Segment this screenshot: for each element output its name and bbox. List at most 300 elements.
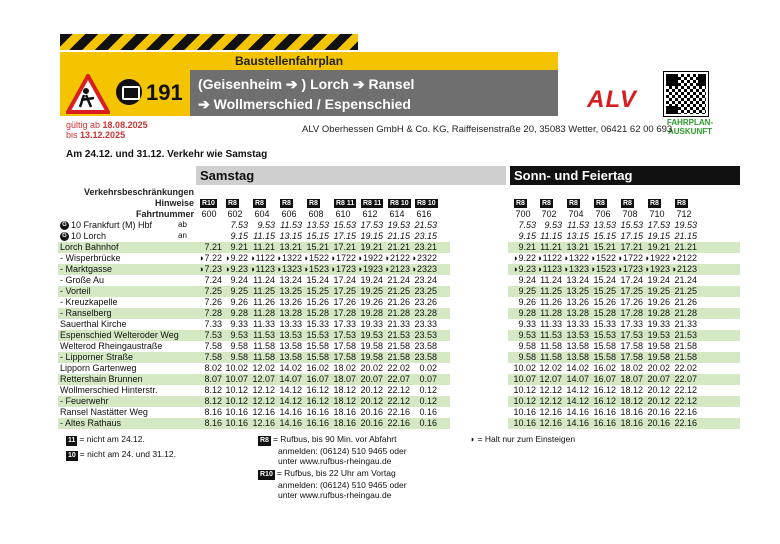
time-cell: 17.26 [620,297,643,307]
time-cell: 10.12 [513,396,536,406]
time-cell: 8.02 [204,363,222,373]
time-cell: 20.12 [360,385,383,395]
time-cell: 11.15 [540,231,562,241]
trip-number: 710 [649,209,665,219]
restriction-badge: R8 [282,200,291,207]
time-cell: 9.58 [230,341,248,351]
time-cell: 17.25 [620,286,643,296]
time-cell: 7.58 [204,341,222,351]
time-cell: ◗1122 [250,253,275,263]
time-cell: 8.12 [204,396,222,406]
time-cell: 18.07 [620,374,643,384]
time-cell: 23.21 [414,242,437,252]
time-cell: ◗1523 [303,264,329,274]
table-row [58,385,740,396]
arrival-departure-marker: an [178,231,187,240]
time-cell: 18.16 [333,418,356,428]
time-cell: 14.12 [566,385,589,395]
time-cell: 10.02 [225,363,248,373]
time-cell: 17.58 [620,341,643,351]
restriction-badge: R8 10 [417,200,436,207]
time-cell: 19.53 [674,220,697,230]
stop-name: - Vorteil [60,286,91,296]
time-cell: 18.02 [333,363,356,373]
time-cell: 23.26 [414,297,437,307]
time-cell: ◗1123 [250,264,275,274]
time-cell: 19.53 [647,330,670,340]
trip-number: 604 [254,209,270,219]
time-cell: 13.21 [279,242,302,252]
time-cell: 9.15 [518,231,536,241]
time-cell: 9.53 [257,220,275,230]
time-cell: ◗1322 [276,253,302,263]
time-cell: ◗1722 [330,253,356,263]
time-cell: 16.02 [306,363,329,373]
time-cell: 7.33 [204,319,222,329]
time-cell: 9.58 [230,352,248,362]
time-cell: 9.53 [518,330,536,340]
time-cell: 15.53 [306,330,329,340]
time-cell: 15.28 [593,308,616,318]
stop-name: G 10 Lorch [60,231,106,241]
time-cell: 22.07 [674,374,697,384]
legend-n11: 11 = nicht am 24.12. [68,434,145,444]
time-cell: 17.15 [620,231,643,241]
time-cell: 20.16 [647,418,670,428]
time-cell: 7.24 [204,275,222,285]
stop-name: Lipporn Gartenweg [60,363,137,373]
time-cell: ◗2323 [411,264,437,274]
time-cell: 12.12 [252,396,275,406]
time-cell: 11.26 [540,297,562,307]
time-cell: 21.58 [387,352,410,362]
time-cell: 11.24 [253,275,275,285]
stop-name: - Wisperbrücke [60,253,121,263]
time-cell: ◗1523 [590,264,616,274]
stop-name: - Feuerwehr [60,396,109,406]
time-cell: ◗2122 [384,253,410,263]
stop-name: Wollmerschied Hinterstr. [60,385,158,395]
time-cell: 9.25 [518,286,536,296]
time-cell: 9.21 [230,242,248,252]
table-row [58,253,740,264]
time-cell: 16.12 [593,385,616,395]
table-row [58,363,740,374]
time-cell: 0.02 [419,363,437,373]
time-cell: 13.24 [279,275,302,285]
time-cell: 19.24 [647,275,670,285]
time-cell: 15.58 [593,352,616,362]
time-cell: 14.07 [566,374,589,384]
time-cell: 14.16 [566,418,589,428]
time-cell: 21.15 [387,231,410,241]
time-cell: 17.53 [647,220,670,230]
time-cell: 16.07 [306,374,329,384]
time-cell: ◗1122 [537,253,562,263]
time-cell: 14.07 [279,374,302,384]
time-cell: 12.12 [252,385,275,395]
time-cell: ◗1922 [644,253,670,263]
time-cell: ◗9.22 [513,253,536,263]
table-row [58,352,740,363]
time-cell: 15.58 [306,352,329,362]
time-cell: ◗9.23 [225,264,248,274]
hints-label: Hinweise [154,198,194,208]
time-cell: 7.58 [204,352,222,362]
table-row [58,308,740,319]
time-cell: 15.33 [306,319,329,329]
time-cell: 13.15 [279,231,302,241]
time-cell: 11.33 [253,319,275,329]
time-cell: ◗2123 [384,264,410,274]
time-cell: 13.58 [279,341,302,351]
time-cell: 19.25 [647,286,670,296]
time-cell: 11.53 [567,220,589,230]
route-line-2: ➔ Wollmerschied / Espenschied [198,96,411,112]
time-cell: 21.21 [674,242,697,252]
trip-number: 616 [416,209,432,219]
time-cell: 22.16 [387,407,410,417]
time-cell: 19.33 [360,319,383,329]
table-row [58,297,740,308]
time-cell: 9.21 [518,242,536,252]
trip-number: 706 [595,209,611,219]
time-cell: 16.12 [306,385,329,395]
time-cell: 18.02 [620,363,643,373]
time-cell: 11.25 [253,286,275,296]
time-cell: 19.15 [360,231,383,241]
time-cell: 12.12 [539,385,562,395]
restriction-badge: R8 11 [363,200,382,207]
time-cell: 10.16 [513,407,536,417]
time-cell: 17.24 [620,275,643,285]
time-cell: 17.33 [333,319,356,329]
arrival-departure-marker: ab [178,220,187,229]
time-cell: 10.12 [513,385,536,395]
time-cell: 17.58 [333,341,356,351]
time-cell: 22.16 [387,418,410,428]
time-cell: ◗2122 [671,253,697,263]
restriction-badge: R10 [202,200,215,207]
time-cell: 0.12 [419,396,437,406]
time-cell: 21.26 [387,297,410,307]
time-cell: 15.24 [306,275,329,285]
table-row [58,407,740,418]
time-cell: 9.28 [518,308,536,318]
time-cell: 9.26 [518,297,536,307]
time-cell: 11.53 [253,330,275,340]
time-cell: 11.21 [253,242,275,252]
time-cell: 23.58 [414,341,437,351]
table-row [58,374,740,385]
time-cell: 14.16 [279,418,302,428]
time-cell: 16.07 [593,374,616,384]
time-cell: 22.12 [387,396,410,406]
time-cell: 22.12 [674,385,697,395]
time-cell: 15.28 [306,308,329,318]
legend-r10: R10 = Rufbus, bis 22 Uhr am Vortag anmelden: (06124) 510 9465 oder unter www.rufbus-rheingau.de [260,468,407,500]
roadworks-sign-icon [66,74,110,114]
time-cell: 10.16 [513,418,536,428]
time-cell: 11.28 [540,308,562,318]
time-cell: ◗9.22 [225,253,248,263]
time-cell: 23.33 [414,319,437,329]
time-cell: 19.24 [360,275,383,285]
time-cell: 15.15 [306,231,329,241]
time-cell: ◗1922 [357,253,383,263]
time-cell: 11.25 [540,286,562,296]
stop-name: - Ranselberg [60,308,112,318]
time-cell: 10.16 [225,407,248,417]
time-cell: 11.33 [540,319,562,329]
time-cell: 20.16 [360,418,383,428]
time-cell: ◗9.23 [513,264,536,274]
time-cell: 21.28 [387,308,410,318]
time-cell: ◗2123 [671,264,697,274]
time-cell: 13.58 [279,352,302,362]
table-row [58,264,740,275]
time-cell: 21.58 [674,352,697,362]
time-cell: 20.02 [647,363,670,373]
time-cell: 17.28 [620,308,643,318]
time-cell: 11.58 [253,341,275,351]
time-cell: 13.33 [566,319,589,329]
time-cell: ◗7.23 [199,264,222,274]
time-cell: 21.33 [387,319,410,329]
route-title [190,70,558,116]
time-cell: 15.33 [593,319,616,329]
restriction-badge: R8 10 [390,200,409,207]
time-cell: ◗1323 [276,264,302,274]
trip-number: 610 [335,209,351,219]
time-cell: ◗1723 [330,264,356,274]
time-cell: 16.12 [593,396,616,406]
restriction-badge: R8 [596,200,605,207]
time-cell: 8.12 [204,385,222,395]
time-cell: 15.53 [593,330,616,340]
restriction-badge: R8 [623,200,632,207]
time-cell: 13.58 [566,341,589,351]
qr-label: FAHRPLAN-AUSKUNFT [666,118,714,136]
time-cell: 22.12 [674,396,697,406]
time-cell: 14.12 [566,396,589,406]
time-cell: 9.24 [518,275,536,285]
time-cell: 21.53 [387,330,410,340]
time-cell: 18.16 [620,418,643,428]
legend-r8: R8 = Rufbus, bis 90 Min. vor Abfahrt anmelden: (06124) 510 9465 oder unter www.rufbus-rheingau.de [260,434,407,466]
time-cell: 9.24 [230,275,248,285]
time-cell: 17.53 [620,330,643,340]
section-saturday: Samstag [196,166,506,185]
time-cell: 12.16 [252,407,275,417]
time-cell: 16.12 [306,396,329,406]
time-cell: 22.12 [387,385,410,395]
time-cell: 7.53 [518,220,536,230]
time-cell: 19.58 [360,341,383,351]
time-cell: 13.53 [279,330,302,340]
time-cell: 11.58 [540,341,562,351]
restriction-badge: R8 [569,200,578,207]
time-cell: 21.53 [414,220,437,230]
time-cell: 20.12 [647,385,670,395]
holiday-note: Am 24.12. und 31.12. Verkehr wie Samstag [66,149,268,160]
time-cell: 19.26 [360,297,383,307]
time-cell: ◗1522 [590,253,616,263]
time-cell: 19.53 [360,330,383,340]
time-cell: 17.33 [620,319,643,329]
time-cell: 7.25 [204,286,222,296]
time-cell: 7.21 [204,242,222,252]
time-cell: 16.16 [306,418,329,428]
time-cell: 13.28 [566,308,589,318]
time-cell: 22.16 [674,407,697,417]
time-cell: 22.02 [674,363,697,373]
alv-logo: ALV [587,86,637,113]
time-cell: 0.07 [419,374,437,384]
trip-number-label: Fahrtnummer [135,209,194,219]
time-cell: 19.21 [647,242,670,252]
time-cell: 15.58 [593,341,616,351]
time-cell: 16.16 [593,407,616,417]
time-cell: 16.16 [306,407,329,417]
time-cell: 14.16 [566,407,589,417]
trip-number: 600 [201,209,217,219]
time-cell: 13.15 [566,231,589,241]
time-cell: 18.12 [620,385,643,395]
time-cell: 9.25 [230,286,248,296]
time-cell: 17.24 [333,275,356,285]
time-cell: 14.12 [279,396,302,406]
restriction-badge: R8 [309,200,318,207]
validity: gültig ab 18.08.2025 bis 13.12.2025 [66,120,148,140]
time-cell: 17.25 [333,286,356,296]
time-cell: 7.53 [204,330,222,340]
stop-name: Welterod Rheingaustraße [60,341,163,351]
stop-name: Espenschied Welteroder Weg [60,330,179,340]
time-cell: 13.24 [566,275,589,285]
table-row [58,341,740,352]
time-cell: 10.12 [225,385,248,395]
time-cell: 10.12 [225,396,248,406]
time-cell: 15.24 [593,275,616,285]
time-cell: 15.26 [306,297,329,307]
time-cell: 18.16 [620,407,643,417]
time-cell: 15.25 [593,286,616,296]
time-cell: 23.53 [414,330,437,340]
table-row [58,275,740,286]
route-line-1: (Geisenheim ➔ ) Lorch ➔ Ransel [198,76,415,92]
time-cell: 23.24 [414,275,437,285]
trip-number: 606 [281,209,297,219]
time-cell: 17.28 [333,308,356,318]
time-cell: 18.12 [333,385,356,395]
time-cell: 12.16 [252,418,275,428]
time-cell: 13.58 [566,352,589,362]
trip-number: 708 [622,209,638,219]
time-cell: ◗1322 [563,253,589,263]
time-cell: ◗1722 [617,253,643,263]
trip-number: 704 [568,209,584,219]
time-cell: 17.21 [620,242,643,252]
time-cell: 11.21 [540,242,562,252]
time-cell: 16.02 [593,363,616,373]
time-cell: 19.28 [360,308,383,318]
time-cell: 19.58 [360,352,383,362]
time-cell: 21.58 [674,341,697,351]
time-cell: 11.58 [540,352,562,362]
time-cell: 20.16 [647,407,670,417]
time-cell: 15.21 [593,242,616,252]
time-cell: 11.26 [253,297,275,307]
stop-name: - Kreuzkapelle [60,297,118,307]
trip-number: 614 [389,209,405,219]
time-cell: 15.58 [306,341,329,351]
time-cell: 15.25 [306,286,329,296]
company-info: ALV Oberhessen GmbH & Co. KG, Raiffeisenstraße 20, 35083 Wetter, 06421 62 00 693 [302,124,673,135]
time-cell: 17.53 [360,220,383,230]
time-cell: 10.07 [225,374,248,384]
trip-number: 712 [676,209,692,219]
stop-name: - Große Au [60,275,105,285]
qr-code-icon[interactable] [664,72,708,116]
hazard-stripe [60,34,358,50]
time-cell: 11.28 [253,308,275,318]
time-cell: 10.07 [513,374,536,384]
time-cell: 17.26 [333,297,356,307]
restriction-badge: R8 [516,200,525,207]
time-cell: 17.58 [333,352,356,362]
time-cell: 8.16 [204,418,222,428]
time-cell: 23.28 [414,308,437,318]
time-cell: 8.07 [204,374,222,384]
time-cell: 22.16 [674,418,697,428]
trip-number: 702 [541,209,557,219]
legend-boarding-only: ◗ = Halt nur zum Einsteigen [470,434,576,444]
table-row [58,220,740,231]
time-cell: 23.58 [414,352,437,362]
stop-name: - Lipporner Straße [60,352,134,362]
time-cell: 17.53 [333,330,356,340]
time-cell: ◗7.22 [199,253,222,263]
time-cell: 8.16 [204,407,222,417]
table-row [58,242,740,253]
time-cell: 12.07 [252,374,275,384]
time-cell: ◗1923 [644,264,670,274]
time-cell: 21.24 [674,275,697,285]
time-cell: 21.15 [674,231,697,241]
time-cell: 17.21 [333,242,356,252]
time-cell: 11.58 [253,352,275,362]
time-cell: 9.33 [230,319,248,329]
time-cell: ◗1323 [563,264,589,274]
time-cell: 14.02 [566,363,589,373]
time-cell: 13.21 [566,242,589,252]
table-row [58,330,740,341]
time-cell: 21.28 [674,308,697,318]
time-cell: 23.15 [414,231,437,241]
time-cell: 20.12 [360,396,383,406]
stop-name: Lorch Bahnhof [60,242,119,252]
time-cell: 19.58 [647,341,670,351]
time-cell: 13.26 [279,297,302,307]
time-cell: 20.16 [360,407,383,417]
time-cell: 9.58 [518,341,536,351]
time-cell: 9.28 [230,308,248,318]
trip-number: 608 [308,209,324,219]
time-cell: 0.16 [419,407,437,417]
time-cell: 19.53 [387,220,410,230]
time-cell: 19.21 [360,242,383,252]
